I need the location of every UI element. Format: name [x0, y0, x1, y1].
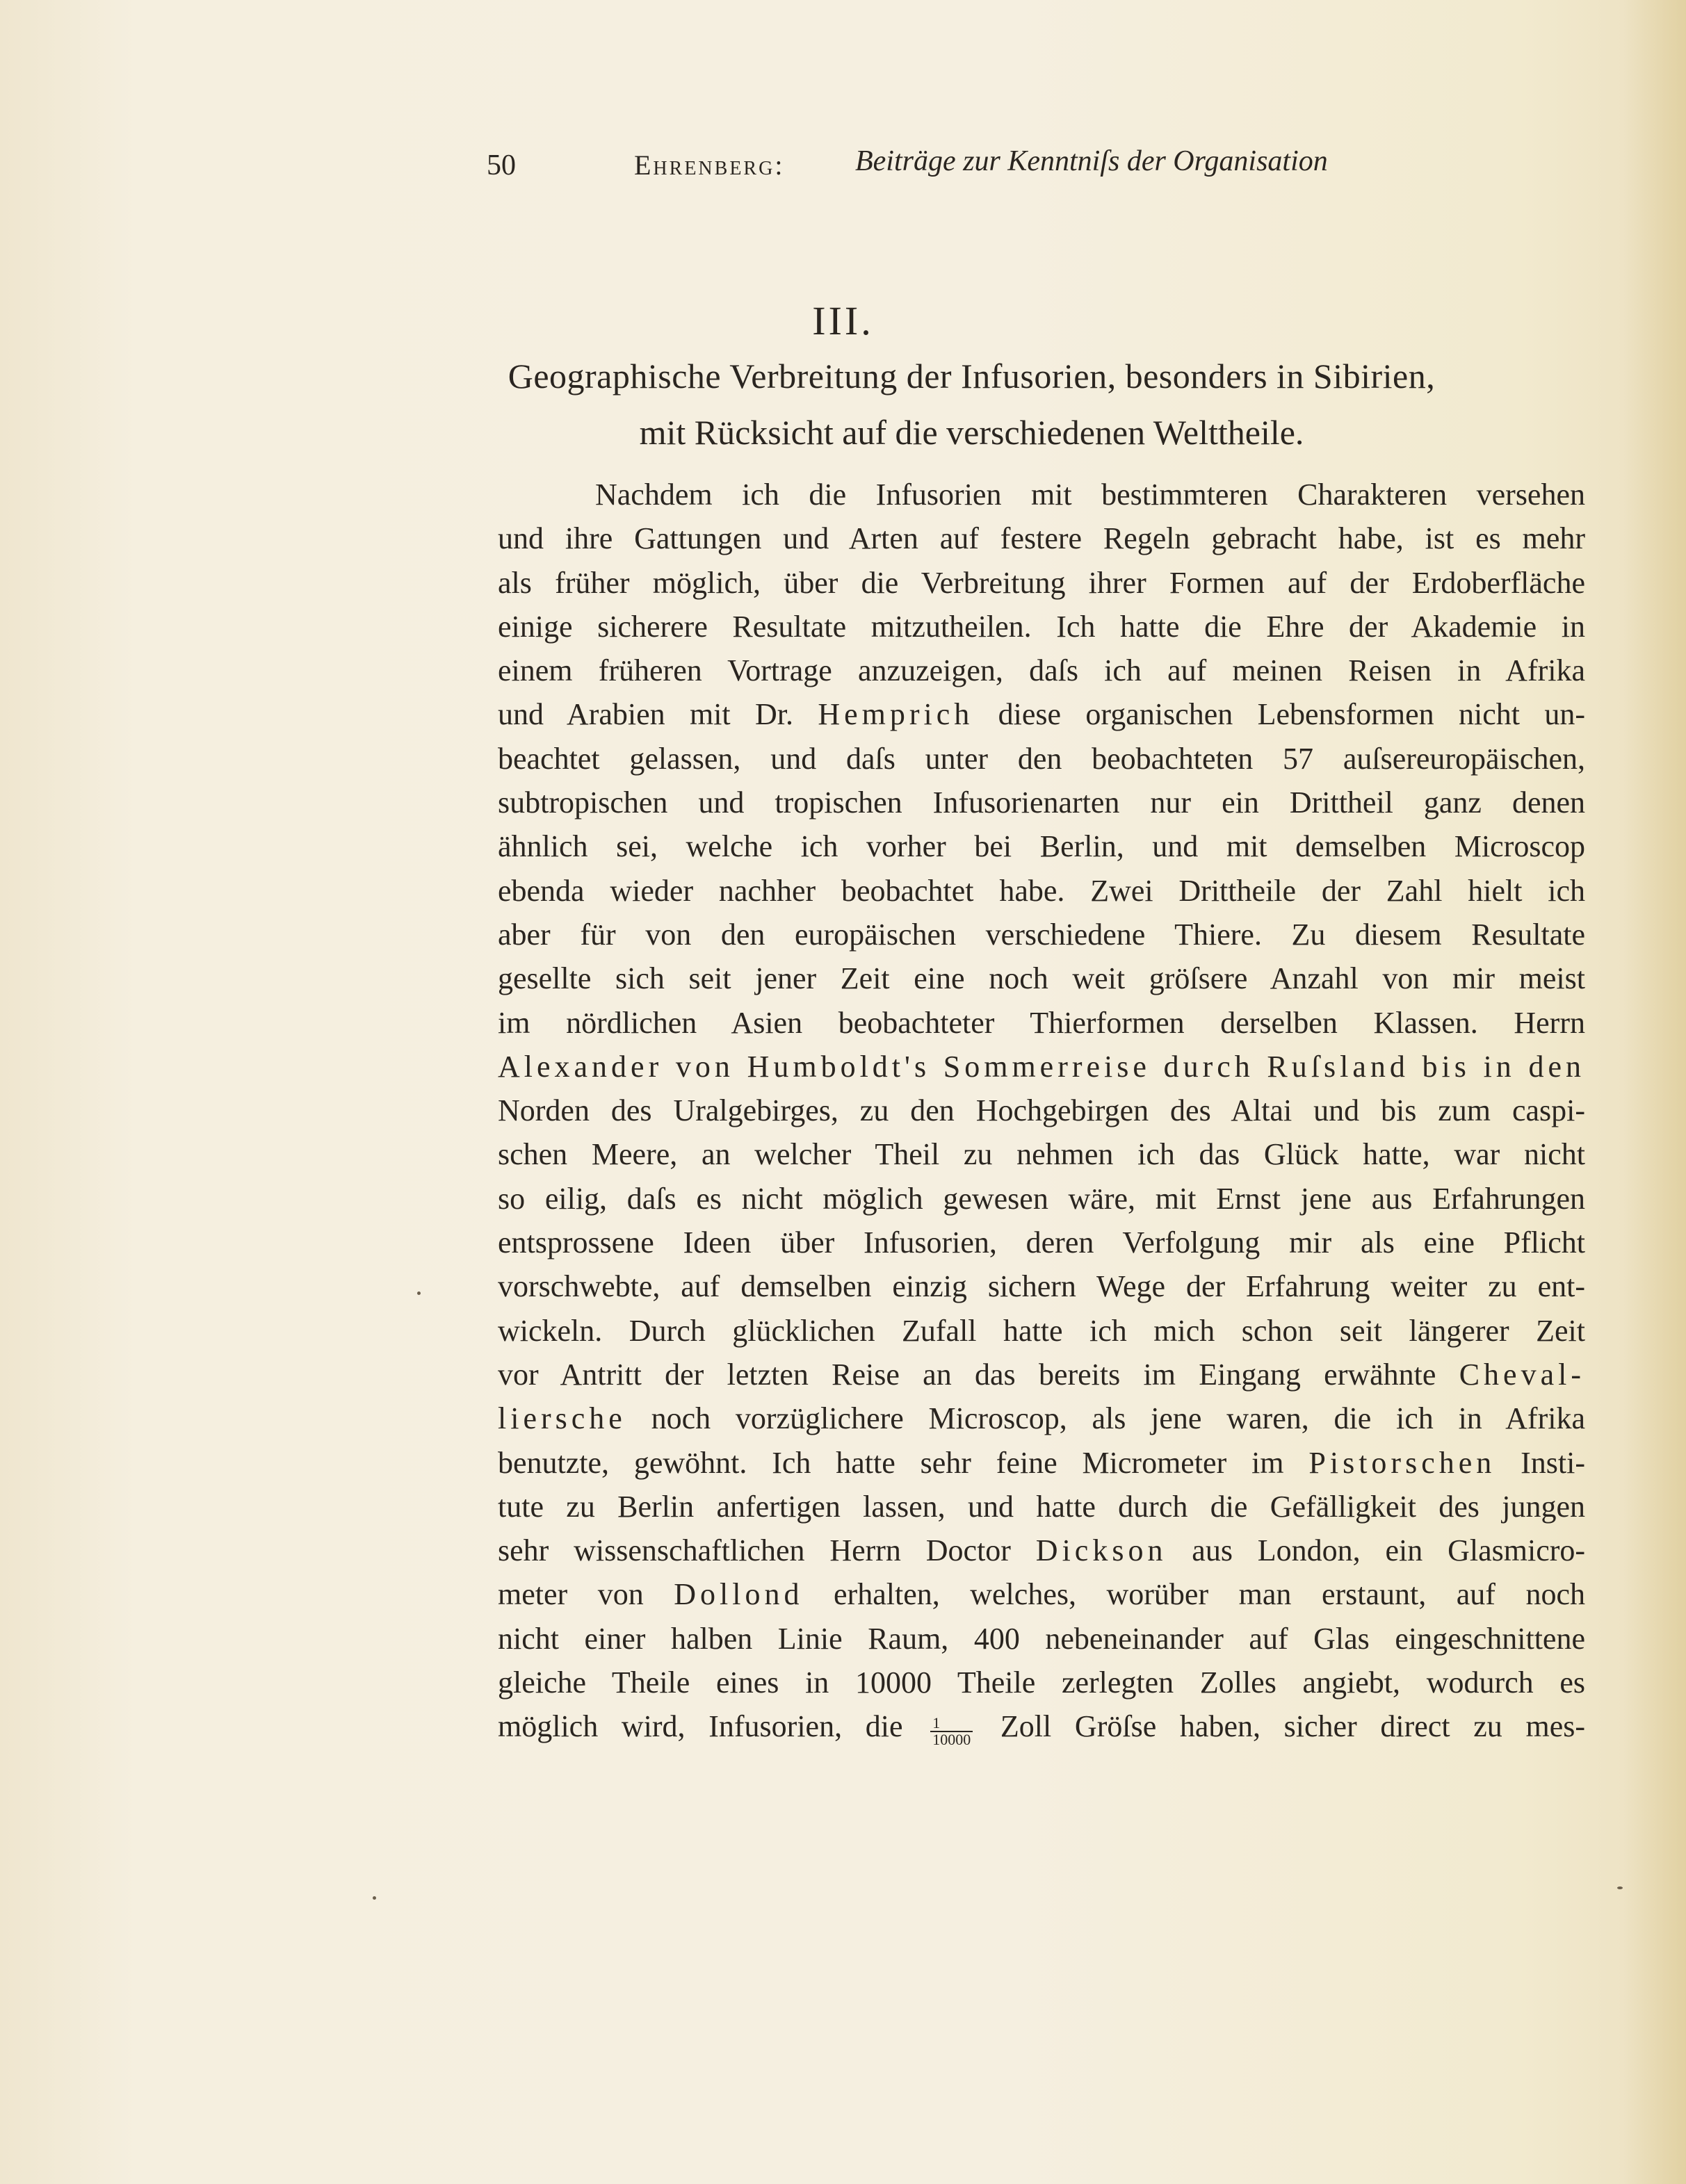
text-line: Nachdem ich die Infusorien mit bestimmteren Charakteren versehen	[595, 478, 1585, 512]
running-header	[487, 145, 1422, 186]
text-line	[498, 1441, 1585, 1485]
text-fragment: Insti-	[1521, 1445, 1585, 1480]
text-line: gesellte sich seit jener Zeit eine noch weit gröſsere Anzahl von mir meist	[498, 961, 1585, 996]
section-title-line-1: Geographische Verbreitung der Infusorien, besonders in Sibirien,	[508, 357, 1436, 396]
text-fragment: meter von	[498, 1577, 644, 1612]
text-line: ähnlich sei, welche ich vorher bei Berlin, und mit demselben Microscop	[498, 829, 1585, 864]
body-text	[498, 473, 1585, 1749]
text-fragment: aus London, ein Glasmicro-	[1192, 1533, 1586, 1568]
text-line: vorschwebte, auf demselben einzig sichern Wege der Erfahrung weiter zu ent-	[498, 1269, 1585, 1304]
text-fragment: sehr wissenschaftlichen Herrn Doctor	[498, 1533, 1011, 1568]
text-line: einem früheren Vortrage anzuzeigen, daſs ich auf meinen Reisen in Afrika	[498, 653, 1585, 688]
text-fragment: vor Antritt der letzten Reise an das bereits im Eingang erwähnte	[498, 1357, 1436, 1392]
paper-speck	[373, 1896, 376, 1900]
text-fragment: diese organischen Lebensformen nicht un-	[998, 697, 1586, 732]
name-chevallier: Cheval-	[1459, 1357, 1585, 1392]
text-line	[498, 692, 1585, 736]
text-fragment: noch vorzüglichere Microscop, als jene waren, die ich in Afrika	[651, 1401, 1585, 1436]
name-pistor: Pistorschen	[1308, 1445, 1496, 1480]
name-dickson: Dickson	[1035, 1533, 1167, 1568]
text-line: entsprossene Ideen über Infusorien, deren Verfolgung mir als eine Pflicht	[498, 1225, 1585, 1260]
text-line	[498, 1529, 1585, 1572]
text-line: aber für von den europäischen verschiedene Thiere. Zu diesem Resultate	[498, 917, 1585, 952]
section-title-line-2: mit Rücksicht auf die verschiedenen Welttheile.	[639, 413, 1304, 452]
paper-speck	[417, 1291, 421, 1295]
text-line: tute zu Berlin anfertigen lassen, und hatte durch die Gefälligkeit des jungen	[498, 1489, 1585, 1524]
fraction-numerator: 1	[930, 1716, 973, 1732]
text-line: Alexander von Humboldt's Sommerreise durch Ruſsland bis in den	[498, 1049, 1585, 1084]
name-hemprich: Hemprich	[818, 697, 974, 732]
text-line: und ihre Gattungen und Arten auf festere Regeln gebracht habe, ist es mehr	[498, 521, 1585, 556]
text-line: im nördlichen Asien beobachteter Thierformen derselben Klassen. Herrn	[498, 1005, 1585, 1040]
text-fragment: und Arabien mit Dr.	[498, 697, 794, 732]
page-number: 50	[487, 149, 516, 181]
text-fragment: erhalten, welches, worüber man erstaunt, auf noch	[834, 1577, 1586, 1612]
running-header-author: Ehrenberg:	[634, 149, 785, 181]
name-dollond: Dollond	[674, 1577, 804, 1612]
fraction	[930, 1716, 973, 1747]
fraction-denominator: 10000	[932, 1731, 971, 1749]
name-chevallier-cont: liersche	[498, 1401, 626, 1436]
text-line: als früher möglich, über die Verbreitung ihrer Formen auf der Erdoberfläche	[498, 565, 1585, 600]
running-header-title: Beiträge zur Kenntniſs der Organisation	[855, 145, 1328, 177]
text-line: subtropischen und tropischen Infusorienarten nur ein Drittheil ganz denen	[498, 785, 1585, 820]
text-line: schen Meere, an welcher Theil zu nehmen ich das Glück hatte, war nicht	[498, 1137, 1585, 1172]
section-number: III.	[812, 298, 874, 343]
text-line: wickeln. Durch glücklichen Zufall hatte ich mich schon seit längerer Zeit	[498, 1313, 1585, 1348]
text-line: beachtet gelassen, und daſs unter den beobachteten 57 auſsereuropäischen,	[498, 741, 1585, 776]
text-line: gleiche Theile eines in 10000 Theile zerlegten Zolles angiebt, wodurch es	[498, 1665, 1585, 1700]
text-line: ebenda wieder nachher beobachtet habe. Zwei Drittheile der Zahl hielt ich	[498, 873, 1585, 908]
text-fragment: Zoll Gröſse haben, sicher direct zu mes-	[1000, 1709, 1586, 1744]
text-line	[498, 1396, 1585, 1440]
text-line: so eilig, daſs es nicht möglich gewesen wäre, mit Ernst jene aus Erfahrungen	[498, 1181, 1585, 1216]
text-line	[498, 1704, 1585, 1748]
text-line: Norden des Uralgebirges, zu den Hochgebirgen des Altai und bis zum caspi-	[498, 1093, 1585, 1128]
text-line	[498, 1572, 1585, 1616]
text-line	[498, 1353, 1585, 1396]
text-line: nicht einer halben Linie Raum, 400 nebeneinander auf Glas eingeschnittene	[498, 1621, 1585, 1656]
paper-speck	[1617, 1886, 1623, 1889]
text-fragment: benutzte, gewöhnt. Ich hatte sehr feine Micrometer im	[498, 1445, 1284, 1480]
text-line: einige sicherere Resultate mitzutheilen. Ich hatte die Ehre der Akademie in	[498, 609, 1585, 644]
text-fragment: möglich wird, Infusorien, die	[498, 1709, 903, 1744]
